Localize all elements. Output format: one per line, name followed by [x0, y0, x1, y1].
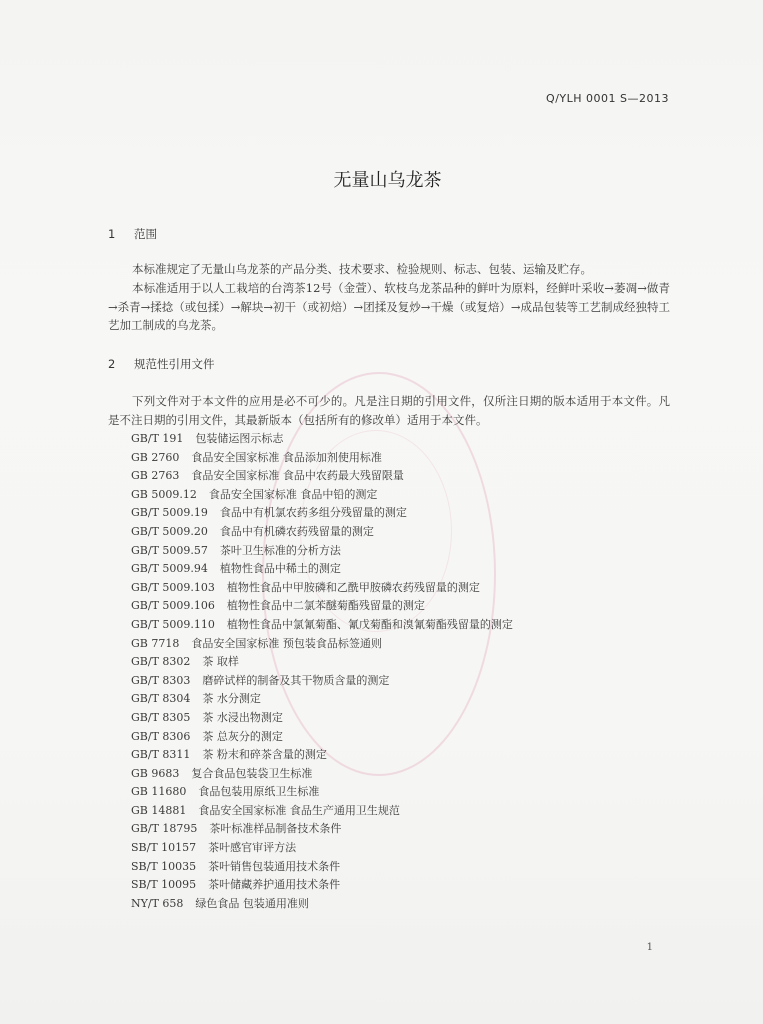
reference-code: GB/T 8304 — [131, 692, 191, 706]
reference-code: GB/T 8305 — [131, 710, 191, 724]
section-heading-normative-references — [108, 356, 215, 372]
reference-item — [131, 449, 671, 468]
reference-code: SB/T 10035 — [131, 859, 197, 873]
reference-item — [131, 765, 671, 784]
reference-title: 复合食品包装袋卫生标准 — [191, 766, 313, 780]
reference-item — [131, 597, 671, 616]
reference-title: 食品安全国家标准 食品中铅的测定 — [208, 487, 378, 501]
reference-code: GB 11680 — [131, 785, 187, 799]
reference-title: 食品安全国家标准 食品中农药最大残留限量 — [191, 469, 404, 483]
reference-item — [131, 839, 671, 858]
reference-item — [131, 542, 671, 561]
reference-title: 茶叶感官审评方法 — [208, 841, 297, 855]
reference-item — [131, 579, 671, 598]
section-title: 规范性引用文件 — [134, 357, 215, 371]
reference-title: 茶叶储藏养护通用技术条件 — [208, 878, 341, 892]
reference-item — [131, 876, 671, 895]
reference-code: GB 5009.12 — [131, 487, 197, 501]
reference-code: GB/T 8303 — [131, 673, 191, 687]
reference-item — [131, 467, 671, 486]
reference-title: 包装储运图示标志 — [195, 432, 284, 445]
reference-item — [131, 709, 671, 728]
reference-code: GB/T 5009.106 — [131, 599, 215, 613]
reference-code: SB/T 10095 — [131, 878, 197, 892]
reference-title: 茶叶销售包装通用技术条件 — [208, 859, 341, 873]
reference-title: 食品安全国家标准 预包装食品标签通则 — [191, 636, 382, 650]
reference-title: 食品中有机磷农药残留量的测定 — [219, 524, 374, 538]
reference-title: 茶 水分测定 — [202, 692, 261, 706]
paragraph: 下列文件对于本文件的应用是必不可少的。凡是注日期的引用文件，仅所注日期的版本适用于本文件。凡是不注日期的引用文件，其最新版本（包括所有的修改单）适用于本文件。 — [108, 394, 670, 427]
reference-title: 植物性食品中稀土的测定 — [219, 562, 341, 576]
document-title: 无量山乌龙茶 — [333, 170, 442, 191]
paragraph: 本标准适用于以人工栽培的台湾茶12号（金萱）、软枝乌龙茶品种的鲜叶为原料，经鲜叶采收→萎凋→做青→杀青→揉捻（或包揉）→解块→初干（或初焙）→团揉及复炒→干燥（或复焙）→成品包装等工艺制成经独特工艺加工制成的乌龙茶。 — [108, 281, 670, 332]
reference-code: GB/T 5009.19 — [131, 506, 208, 520]
reference-title: 植物性食品中二氯苯醚菊酯残留量的测定 — [226, 599, 425, 613]
reference-code: GB/T 8306 — [131, 729, 191, 743]
paragraph: 本标准规定了无量山乌龙茶的产品分类、技术要求、检验规则、标志、包装、运输及贮存。 — [132, 262, 592, 276]
reference-code: GB 9683 — [131, 766, 180, 780]
reference-item — [131, 653, 671, 672]
reference-code: GB/T 18795 — [131, 822, 198, 836]
reference-code: GB/T 5009.57 — [131, 543, 208, 557]
reference-code: GB/T 191 — [131, 432, 184, 445]
reference-item — [131, 486, 671, 505]
reference-title: 食品中有机氯农药多组分残留量的测定 — [219, 506, 407, 520]
reference-code: GB/T 8302 — [131, 655, 191, 669]
reference-item — [131, 895, 671, 914]
reference-code: GB/T 5009.103 — [131, 580, 215, 594]
reference-item — [131, 802, 671, 821]
section-title: 范围 — [134, 227, 157, 241]
reference-item — [131, 504, 671, 523]
reference-title: 食品安全国家标准 食品生产通用卫生规范 — [198, 803, 400, 817]
reference-title: 茶 水浸出物测定 — [202, 710, 283, 724]
reference-code: GB/T 8311 — [131, 748, 191, 762]
reference-item — [131, 783, 671, 802]
reference-title: 食品包装用原纸卫生标准 — [198, 785, 320, 799]
section-number: 2 — [108, 357, 116, 371]
page-number: 1 — [646, 942, 653, 953]
reference-code: GB 7718 — [131, 636, 180, 650]
reference-code: GB 2763 — [131, 469, 180, 483]
reference-item — [131, 635, 671, 654]
reference-item — [131, 523, 671, 542]
reference-code: NY/T 658 — [131, 896, 184, 910]
reference-code: SB/T 10157 — [131, 841, 197, 855]
reference-item — [131, 820, 671, 839]
reference-list — [131, 430, 671, 913]
reference-item — [131, 690, 671, 709]
reference-code: GB 14881 — [131, 803, 187, 817]
reference-code: GB/T 5009.20 — [131, 524, 208, 538]
reference-code: GB/T 5009.94 — [131, 562, 208, 576]
reference-item — [131, 672, 671, 691]
reference-title: 食品安全国家标准 食品添加剂使用标准 — [191, 450, 382, 464]
reference-title: 植物性食品中甲胺磷和乙酰甲胺磷农药残留量的测定 — [226, 580, 480, 594]
reference-item — [131, 616, 671, 635]
reference-code: GB 2760 — [131, 450, 180, 464]
section-number: 1 — [108, 227, 116, 241]
reference-item — [131, 746, 671, 765]
reference-title: 磨碎试样的制备及其干物质含量的测定 — [202, 673, 390, 687]
reference-item — [131, 560, 671, 579]
reference-item — [131, 430, 671, 449]
reference-title: 植物性食品中氯氰菊酯、氰戊菊酯和溴氰菊酯残留量的测定 — [226, 617, 513, 631]
reference-title: 茶 总灰分的测定 — [202, 729, 283, 743]
document-code: Q/YLH 0001 S—2013 — [546, 92, 669, 105]
reference-title: 茶 取样 — [202, 655, 239, 669]
reference-code: GB/T 5009.110 — [131, 617, 215, 631]
reference-title: 绿色食品 包装通用准则 — [195, 896, 309, 910]
reference-title: 茶叶卫生标准的分析方法 — [219, 543, 341, 557]
section-heading-scope — [108, 226, 157, 242]
reference-title: 茶 粉末和碎茶含量的测定 — [202, 748, 327, 762]
reference-item — [131, 728, 671, 747]
reference-item — [131, 858, 671, 877]
reference-title: 茶叶标准样品制备技术条件 — [209, 822, 342, 836]
